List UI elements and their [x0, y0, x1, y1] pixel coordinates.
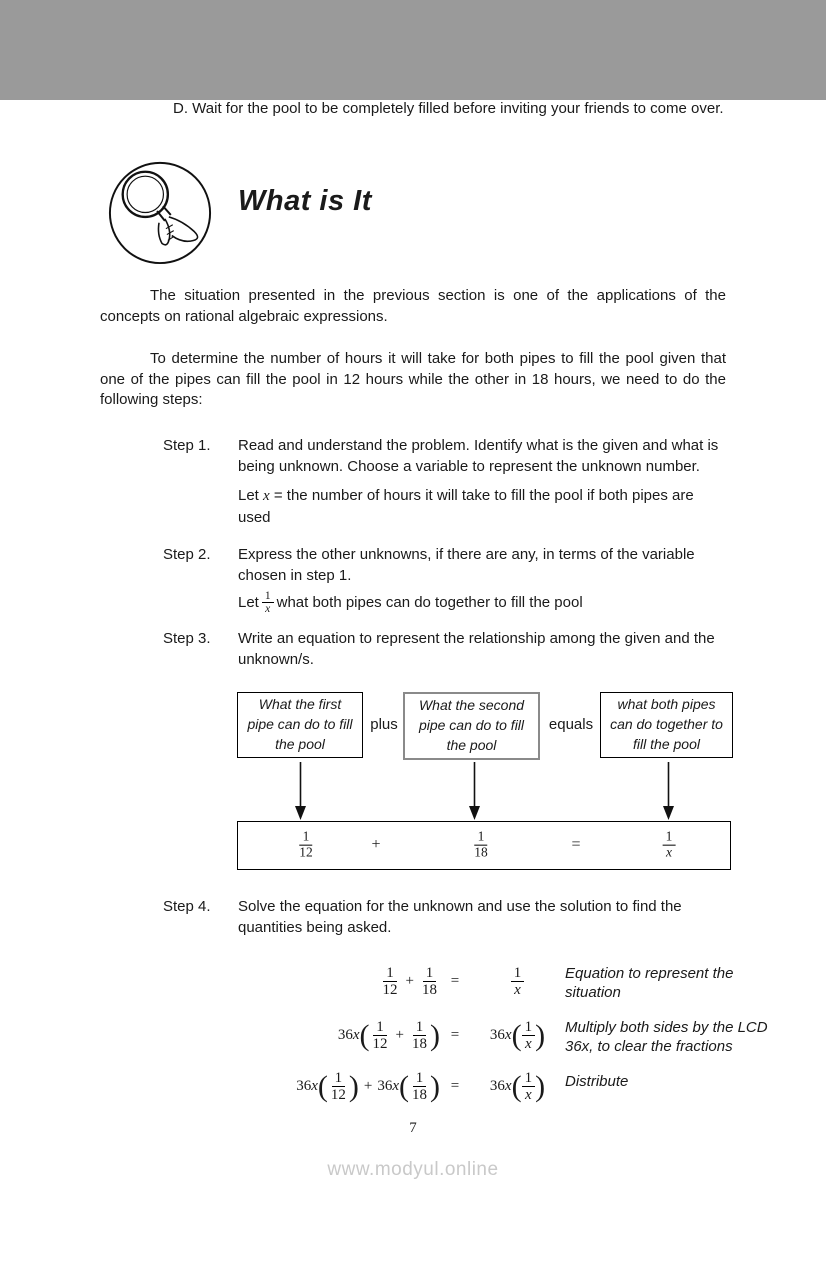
variable-x: x [392, 1078, 399, 1095]
step-1-text: Read and understand the problem. Identify what is the given and what is being unknown. Choose a variable to represent the unknown number. [238, 436, 719, 475]
equation-right [470, 965, 565, 999]
step-1-label: Step 1. [163, 436, 211, 454]
diagram-connector-plus: plus [370, 715, 398, 733]
fraction-1-18: $\frac{1}{18}$ [412, 1069, 427, 1104]
equation-left [338, 1019, 440, 1053]
equals-sign: = [450, 1078, 460, 1095]
equals-sign: = [450, 1027, 460, 1044]
close-paren: ) [535, 1019, 546, 1053]
open-paren: ( [511, 1070, 522, 1104]
close-paren: ) [535, 1070, 546, 1104]
let-label: Let [238, 593, 259, 611]
derivation-row-1 [200, 962, 734, 1002]
option-d-text: D. Wait for the pool to be completely filled before inviting your friends to come over. [173, 100, 724, 117]
fraction-1-18: $\frac{1}{18}$ [422, 964, 437, 999]
section-header [106, 158, 726, 266]
variable-x: x [263, 487, 270, 504]
close-paren: ) [430, 1070, 440, 1104]
equation-left [296, 1070, 440, 1104]
open-paren: ( [399, 1070, 409, 1104]
down-arrow-icon [468, 762, 481, 820]
fraction-1-18: $\frac{1}{18}$ [412, 1018, 427, 1053]
diagram-connector-equals: equals [548, 715, 594, 733]
derivation-row-3 [200, 1070, 726, 1104]
step-2-text: Express the other unknowns, if there are any, in terms of the variable chosen in step 1. [238, 545, 695, 584]
step-2-sub [238, 590, 726, 616]
plus-sign: + [363, 1078, 373, 1095]
let-label: Let [238, 486, 259, 504]
plus-sign: + [395, 1027, 404, 1044]
diagram-box-first-pipe: What the first pipe can do to fill the pool [237, 692, 363, 758]
derivation-note-3: Distribute [565, 1072, 629, 1090]
coefficient-36: 36 [489, 1078, 505, 1095]
close-paren: ) [348, 1070, 359, 1104]
step-1-body [238, 435, 726, 528]
step-4 [163, 896, 726, 938]
coefficient-36: 36 [296, 1078, 312, 1095]
step-1-sub-rest: = the number of hours it will take to fill the pool if both pipes are used [238, 486, 694, 526]
fraction-1-x: $\frac{1}{x}$ [522, 1070, 536, 1104]
fraction-1-12: $\frac{1}{12}$ [382, 964, 398, 999]
fraction-1-x: $\frac{1}{x}$ [522, 1019, 536, 1053]
equation-diagram [237, 692, 733, 870]
page-number: 7 [409, 1119, 417, 1136]
variable-x: x [504, 1027, 512, 1044]
close-paren: ) [430, 1019, 440, 1053]
derivation-note-2: Multiply both sides by the LCD 36x, to clear the fractions [565, 1018, 768, 1055]
watermark-text: www.modyul.online [327, 1158, 499, 1180]
equation-left [380, 965, 440, 999]
open-paren: ( [359, 1019, 370, 1053]
open-paren: ( [511, 1019, 522, 1053]
down-arrow-icon [662, 762, 675, 820]
equals-sign: = [571, 836, 581, 854]
step-4-text: Solve the equation for the unknown and use the solution to find the quantities being asked. [238, 897, 682, 936]
derivation-row-2 [200, 1016, 768, 1056]
derivation-note-1: Equation to represent the situation [565, 964, 734, 1001]
coefficient-36: 36 [337, 1027, 353, 1044]
fraction-1-x: $\frac{1}{x}$ [511, 965, 525, 999]
equation-strip [237, 821, 731, 870]
step-3-label: Step 3. [163, 629, 211, 647]
coefficient-36: 36 [489, 1027, 505, 1044]
intro-paragraph-2: To determine the number of hours it will take for both pipes to fill the pool given that one of the pipes can fill the pool in 12 hours while the other in 18 hours, we need to do the following steps: [100, 350, 726, 408]
step-1-sub [238, 485, 726, 528]
step-3 [163, 628, 726, 670]
open-paren: ( [317, 1070, 328, 1104]
equation-right [470, 1070, 565, 1104]
variable-x: x [352, 1027, 360, 1044]
step-4-label: Step 4. [163, 897, 211, 915]
step-2-label: Step 2. [163, 545, 211, 563]
step-1 [163, 435, 726, 528]
step-2 [163, 544, 726, 616]
section-title: What is It [238, 184, 372, 217]
fraction-1-x: $\frac{1}{x}$ [663, 830, 676, 861]
equals-sign: = [450, 973, 460, 990]
fraction-1-12: $\frac{1}{12}$ [299, 828, 313, 860]
magnifier-hand-icon [106, 158, 214, 266]
plus-sign: + [371, 836, 381, 854]
steps-list [100, 435, 726, 670]
fraction-1-12: $\frac{1}{12}$ [372, 1018, 388, 1053]
equation-right [470, 1019, 565, 1053]
step-3-text: Write an equation to represent the relationship among the given and the unknown/s. [238, 629, 715, 668]
diagram-box-both-pipes: what both pipes can do together to fill the pool [600, 692, 733, 758]
diagram-box-second-pipe: What the second pipe can do to fill the pool [403, 692, 540, 760]
document-page [0, 100, 826, 1269]
intro-paragraph-1: The situation presented in the previous section is one of the applications of the concepts on rational algebraic expressions. [100, 287, 726, 325]
coefficient-36: 36 [377, 1078, 393, 1095]
step-2-sub-rest: what both pipes can do together to fill the pool [276, 593, 583, 611]
down-arrow-icon [294, 762, 307, 820]
plus-sign: + [405, 973, 414, 990]
fraction-1-x: $\frac{1}{x}$ [262, 590, 274, 616]
fraction-1-18: $\frac{1}{18}$ [474, 828, 488, 860]
variable-x: x [311, 1078, 318, 1095]
fraction-1-12: $\frac{1}{12}$ [330, 1069, 346, 1104]
derivation [200, 962, 768, 1104]
variable-x: x [504, 1078, 512, 1095]
step-2-body [238, 544, 726, 616]
